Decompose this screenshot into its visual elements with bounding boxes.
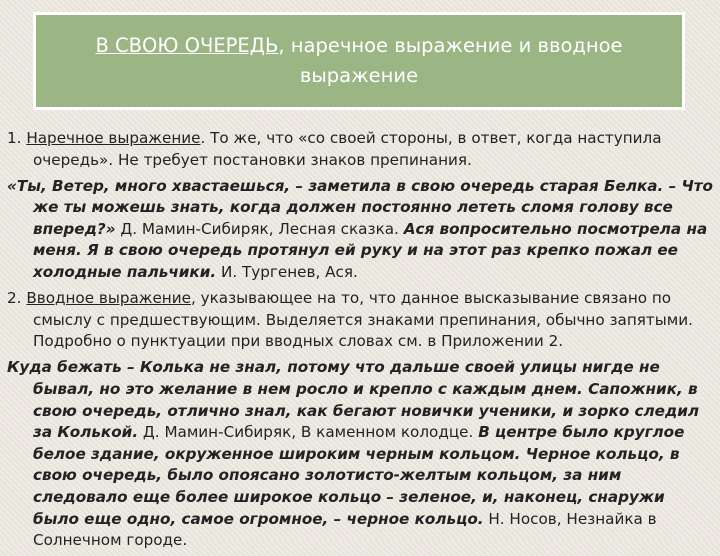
example-1 [7,176,713,284]
example-2-source-2: Н. Носов, Незнайка в Солнечном городе. [33,509,657,550]
title-keyword: В СВОЮ ОЧЕРЕДЬ [95,34,279,57]
example-2-source: Д. Мамин-Сибиряк, В каменном колодце. [138,423,479,442]
definition-1-text: . То же, что «со своей стороны, в ответ, когда наступила очередь». Не требует постановки знаков препинания. [33,129,662,169]
example-1-source-2: И. Тургенев, Ася. [216,263,358,282]
definition-2-text: , указывающее на то, что данное высказывание связано по смыслу с предшествующим. Выделяется знаками препинания, обычно запятыми. Подробно о пунктуации при вводных словах см. в Приложении 2. [33,289,693,351]
example-1-quote: «Ты, Ветер, много хвастаешься, – заметила в свою очередь старая Белка. – Что же ты можешь знать, когда должен постоянно лететь сломя голову все вперед?» [7,176,713,238]
title-banner [33,12,685,110]
title-rest: , наречное выражение и вводное [278,34,623,57]
example-2-quote: Куда бежать – Колька не знал, потому что дальше своей улицы нигде не бывал, но это желание в нем росло и крепло с каждым днем. Сапожник, в свою очередь, отлично знал, как бегают новички ученики, и зорко следил за Колькой. [7,358,700,442]
example-1-source: Д. Мамин-Сибиряк, Лесная сказка. [115,219,404,238]
dictionary-entry [7,128,713,556]
title-line-1 [95,31,622,61]
definition-1 [7,128,713,171]
definition-2-term: Вводное выражение [26,289,191,308]
example-1-quote-2: Ася вопросительно посмотрела на меня. Я в свою очередь протянул ей руку и на этот раз крепко пожал ее холодные пальчики. [33,219,708,282]
definition-1-number: 1. [7,129,27,147]
definition-2-number: 2. [7,289,27,308]
definition-1-term: Наречное выражение [26,129,201,147]
example-2-quote-2: В центре было круглое белое здание, окруженное широким черным кольцом. Черное кольцо, в свою очередь, было опоясано золотисто-желтым кольцом, за ним следовало еще более широкое кольцо – зеленое, и, наконец, снаружи было еще одно, самое огромное, – черное кольцо. [33,423,685,528]
definition-2 [7,288,713,353]
example-2 [7,357,713,551]
title-line-2: выражение [299,64,419,87]
